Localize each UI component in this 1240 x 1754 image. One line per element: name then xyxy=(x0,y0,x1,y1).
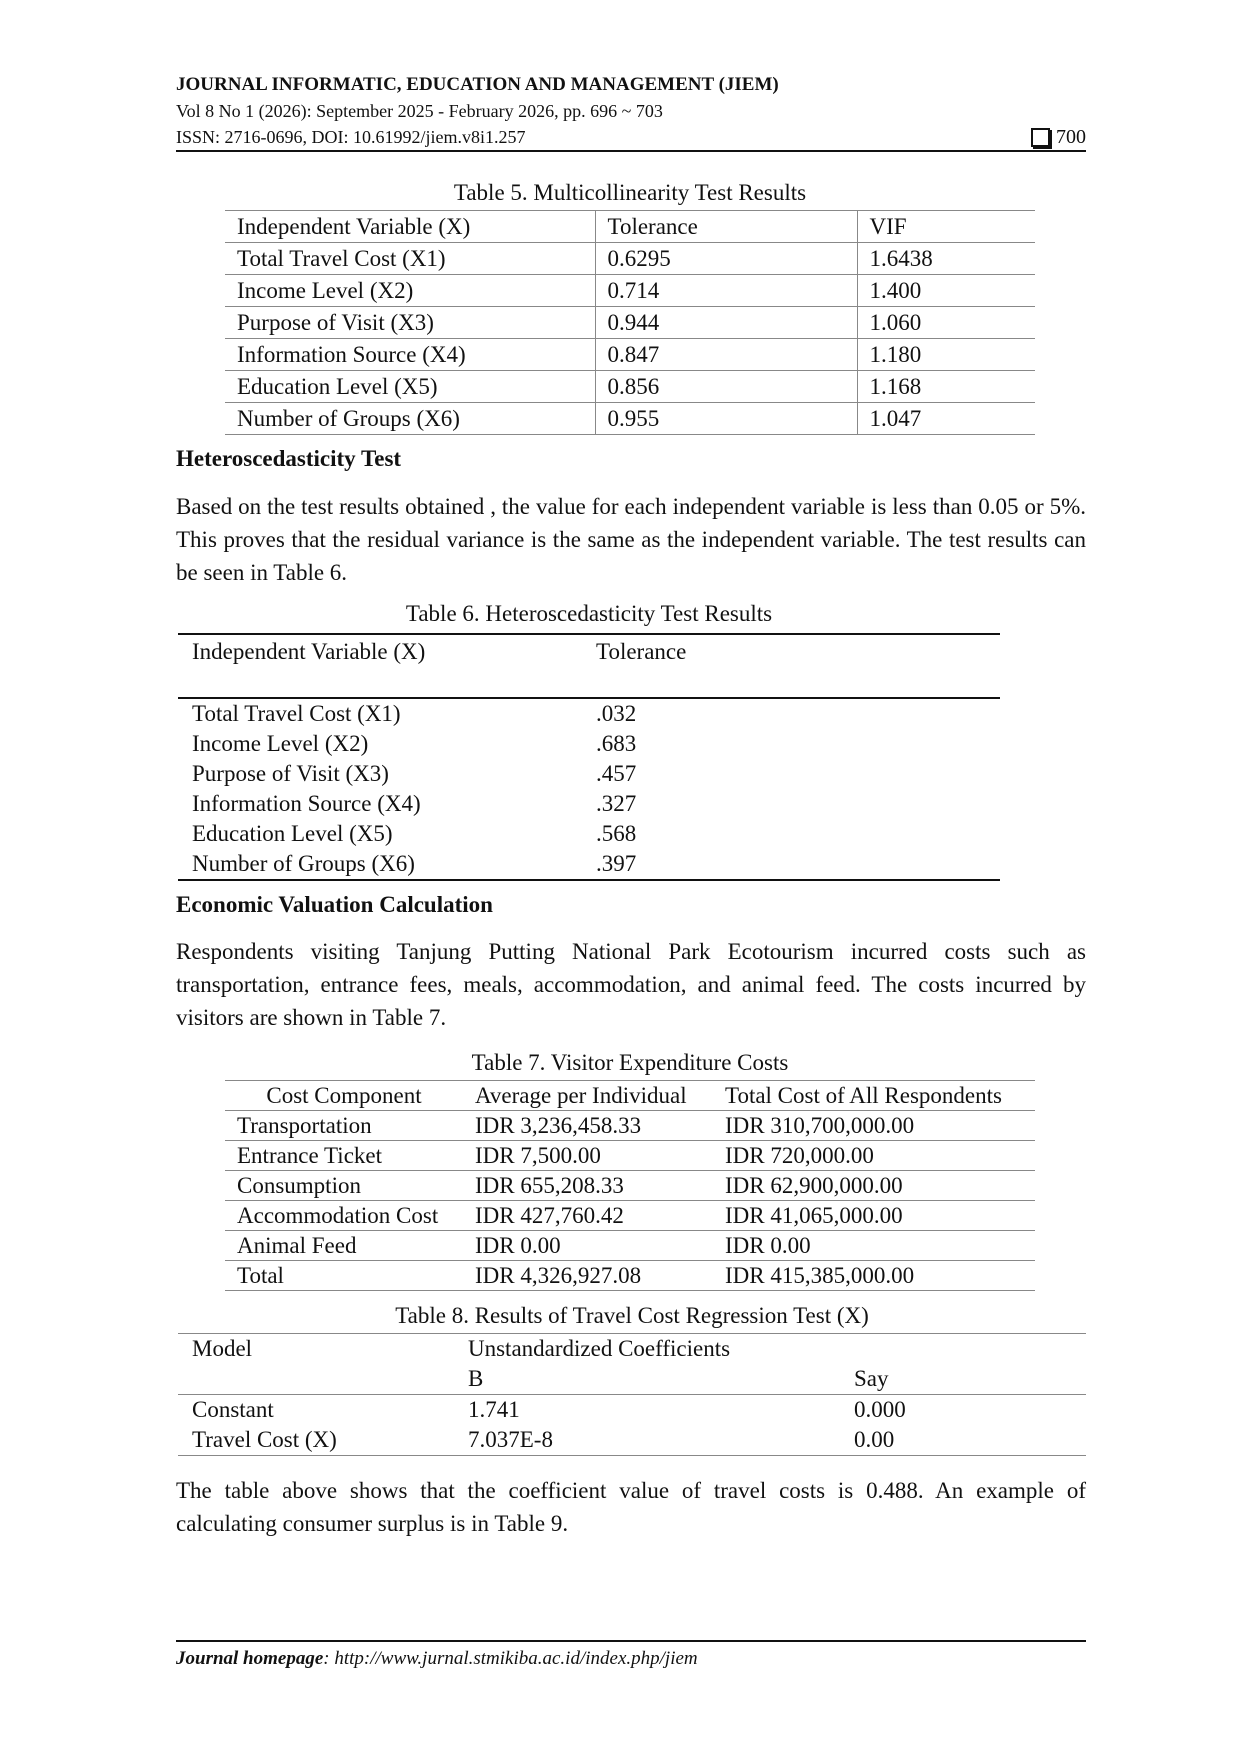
table-cell: Information Source (X4) xyxy=(192,791,421,816)
table-row xyxy=(225,1141,1035,1171)
table-cell: 1.168 xyxy=(857,371,1035,403)
table-header-row xyxy=(225,211,1035,243)
table-cell: .568 xyxy=(596,821,637,846)
table-cell: Transportation xyxy=(225,1111,463,1141)
table-header-cell xyxy=(178,1364,454,1395)
heteroscedasticity-paragraph: Based on the test results obtained , the value for each independent variable is less than 0.05 or 5%. This proves that the residual variance is the same as the independent variable. The test results can be seen in Table 6. xyxy=(176,494,1086,585)
page-number xyxy=(1031,126,1086,149)
table-header-cell: Independent Variable (X) xyxy=(225,211,595,243)
table-cell: Entrance Ticket xyxy=(225,1141,463,1171)
multicollinearity-table xyxy=(225,210,1035,435)
table-cell: IDR 0.00 xyxy=(713,1231,1035,1261)
table-cell: Consumption xyxy=(225,1171,463,1201)
table-row xyxy=(178,759,1000,789)
footer-url[interactable]: : http://www.jurnal.stmikiba.ac.id/index.php/jiem xyxy=(323,1648,698,1669)
table-cell: .397 xyxy=(582,849,1000,880)
table-cell: IDR 7,500.00 xyxy=(463,1141,713,1171)
table-row xyxy=(225,307,1035,339)
table-cell: Accommodation Cost xyxy=(225,1201,463,1231)
table-cell: 1.060 xyxy=(857,307,1035,339)
header-divider xyxy=(176,150,1086,152)
table7-caption: Table 7. Visitor Expenditure Costs xyxy=(471,1050,789,1075)
table-row xyxy=(225,1171,1035,1201)
table-header-row xyxy=(178,634,1000,698)
table-cell: Number of Groups (X6) xyxy=(178,849,582,880)
table-row xyxy=(178,849,1000,880)
table-cell: .032 xyxy=(582,698,1000,729)
table-row xyxy=(225,275,1035,307)
table-cell: Purpose of Visit (X3) xyxy=(192,761,389,786)
table-cell: IDR 720,000.00 xyxy=(713,1141,1035,1171)
table-cell: 1.180 xyxy=(857,339,1035,371)
table-cell: 0.00 xyxy=(840,1425,1086,1456)
table6-caption: Table 6. Heteroscedasticity Test Results xyxy=(405,601,773,626)
table-cell: .683 xyxy=(596,731,637,756)
economic-valuation-heading: Economic Valuation Calculation xyxy=(176,892,493,917)
table-cell: 0.847 xyxy=(595,339,857,371)
table-header-row xyxy=(225,1081,1035,1111)
table-header-cell: Unstandardized Coefficients xyxy=(454,1334,1086,1365)
table-cell: Animal Feed xyxy=(225,1231,463,1261)
journal-volume: Vol 8 No 1 (2026): September 2025 - February 2026, pp. 696 ~ 703 xyxy=(176,101,663,121)
table-cell: Number of Groups (X6) xyxy=(225,403,595,435)
table-cell: 1.400 xyxy=(857,275,1035,307)
table-cell: IDR 4,326,927.08 xyxy=(463,1261,713,1291)
regression-table xyxy=(178,1333,1086,1456)
table8-caption: Table 8. Results of Travel Cost Regression Test (X) xyxy=(395,1303,869,1328)
table-cell: Constant xyxy=(178,1395,454,1426)
table-cell: 0.000 xyxy=(840,1395,1086,1426)
table-cell: .327 xyxy=(596,791,637,816)
economic-valuation-paragraph: Respondents visiting Tanjung Putting National Park Ecotourism incurred costs such as transportation, entrance fees, meals, accommodation, and animal feed. The costs incurred by visitors are shown in Table 7. xyxy=(176,939,1086,1030)
table-cell: .457 xyxy=(596,761,637,786)
table-cell: IDR 62,900,000.00 xyxy=(713,1171,1035,1201)
table-header-cell: Say xyxy=(854,1366,889,1391)
table-row xyxy=(225,243,1035,275)
table-header-row xyxy=(178,1364,1086,1395)
table-header-cell: Tolerance xyxy=(595,211,857,243)
table-row xyxy=(178,1425,1086,1456)
table-cell: IDR 427,760.42 xyxy=(463,1201,713,1231)
table-cell: Purpose of Visit (X3) xyxy=(225,307,595,339)
table5-caption: Table 5. Multicollinearity Test Results xyxy=(453,180,807,205)
footer xyxy=(176,1648,698,1670)
visitor-expenditure-table xyxy=(225,1080,1035,1291)
table-row xyxy=(178,789,1000,819)
table-cell: Income Level (X2) xyxy=(192,731,369,756)
table-cell: 0.6295 xyxy=(595,243,857,275)
table-header-cell: Independent Variable (X) xyxy=(178,634,582,698)
table-row xyxy=(225,339,1035,371)
table-row xyxy=(178,1395,1086,1426)
journal-issn: ISSN: 2716-0696, DOI: 10.61992/jiem.v8i1.257 xyxy=(176,127,526,147)
table-row xyxy=(225,1231,1035,1261)
table-header-cell: B xyxy=(468,1366,484,1391)
table-cell: 0.944 xyxy=(595,307,857,339)
table-cell: IDR 41,065,000.00 xyxy=(713,1201,1035,1231)
table-header-cell: Total Cost of All Respondents xyxy=(713,1081,1035,1111)
heteroscedasticity-heading: Heteroscedasticity Test xyxy=(176,446,402,471)
table-cell: Education Level (X5) xyxy=(192,821,393,846)
table-row xyxy=(225,371,1035,403)
table-cell: 1.741 xyxy=(454,1395,840,1426)
table-row xyxy=(225,403,1035,435)
table-header-cell: Model xyxy=(178,1334,454,1365)
table-header-cell: VIF xyxy=(857,211,1035,243)
table-cell: Travel Cost (X) xyxy=(178,1425,454,1456)
footer-divider xyxy=(176,1640,1086,1642)
footer-label: Journal homepage xyxy=(176,1648,324,1669)
page-number-value: 700 xyxy=(1056,126,1086,148)
table-cell: 0.714 xyxy=(595,275,857,307)
table-cell: Information Source (X4) xyxy=(225,339,595,371)
table-row xyxy=(178,819,1000,849)
table-cell: 0.856 xyxy=(595,371,857,403)
table-cell: IDR 310,700,000.00 xyxy=(713,1111,1035,1141)
table-cell: 0.955 xyxy=(595,403,857,435)
table-row xyxy=(178,729,1000,759)
table-cell: IDR 655,208.33 xyxy=(463,1171,713,1201)
table-cell: IDR 0.00 xyxy=(463,1231,713,1261)
table-row xyxy=(225,1201,1035,1231)
table-cell: Education Level (X5) xyxy=(225,371,595,403)
table-header-cell: Tolerance xyxy=(582,634,1000,698)
table-cell: 7.037E-8 xyxy=(454,1425,840,1456)
table-header-row xyxy=(178,1334,1086,1365)
closing-paragraph: The table above shows that the coefficient value of travel costs is 0.488. An example of calculating consumer surplus is in Table 9. xyxy=(176,1478,1086,1536)
table-cell: Total Travel Cost (X1) xyxy=(225,243,595,275)
table-cell: Total Travel Cost (X1) xyxy=(178,698,582,729)
table-cell: IDR 415,385,000.00 xyxy=(713,1261,1035,1291)
table-cell: IDR 3,236,458.33 xyxy=(463,1111,713,1141)
table-row xyxy=(178,698,1000,729)
table-header-cell: Average per Individual xyxy=(463,1081,713,1111)
table-cell: 1.047 xyxy=(857,403,1035,435)
table-header-cell: Cost Component xyxy=(225,1081,463,1111)
table-cell: 1.6438 xyxy=(857,243,1035,275)
table-row xyxy=(225,1111,1035,1141)
table-row xyxy=(225,1261,1035,1291)
square-box-icon xyxy=(1031,128,1050,147)
heteroscedasticity-table xyxy=(178,633,1000,881)
table-cell: Income Level (X2) xyxy=(225,275,595,307)
journal-title: JOURNAL INFORMATIC, EDUCATION AND MANAGEMENT (JIEM) xyxy=(176,74,779,95)
table-cell: Total xyxy=(225,1261,463,1291)
